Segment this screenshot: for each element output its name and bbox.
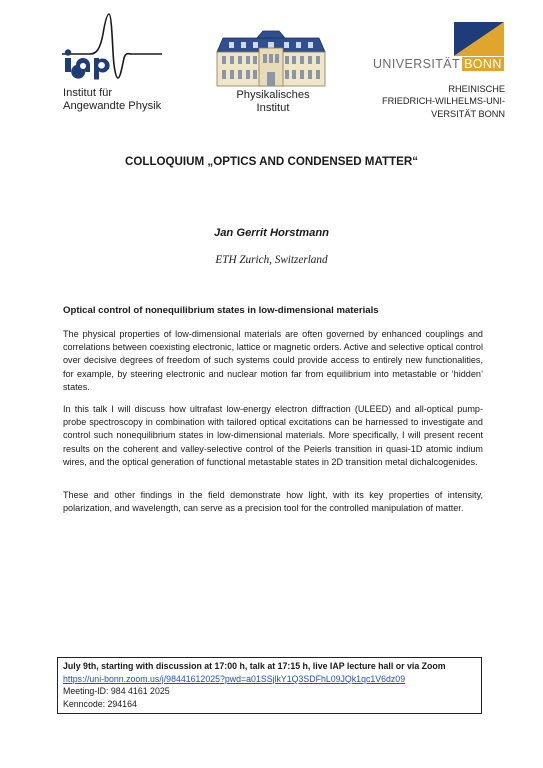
university-caption-line3: VERSITÄT BONN <box>431 108 505 119</box>
university-caption-line1: RHEINISCHE <box>448 84 505 94</box>
event-info-box <box>57 657 482 714</box>
iap-caption <box>63 87 161 112</box>
iap-caption-line2: Angewandte Physik <box>63 99 162 112</box>
event-schedule: July 9th, starting with discussion at 17:00 h, talk at 17:15 h, live IAP lecture hall or via Zoom <box>63 661 446 671</box>
colloquium-title: COLLOQUIUM „OPTICS AND CONDENSED MATTER“ <box>124 155 419 168</box>
abstract-paragraph-3: These and other findings in the field demonstrate how light, with its key properties of intensity, polarization, and wavelength, can serve as a precision tool for the controlled manipulation of matter. <box>63 490 483 514</box>
speaker-name: Jan Gerrit Horstmann <box>213 227 329 239</box>
speaker-affiliation: ETH Zurich, Switzerland <box>215 254 328 266</box>
physics-institute-caption-line1: Physikalisches <box>236 89 310 101</box>
zoom-link[interactable]: https://uni-bonn.zoom.us/j/98441612025?pwd=a01SSjlkY1Q3SDFhL09JQk1qc1V6dz09 <box>63 673 406 684</box>
university-bonn-logo-mark <box>454 22 504 56</box>
building-illustration <box>213 30 329 88</box>
university-caption-line2: FRIEDRICH-WILHELMS-UNI- <box>381 96 505 107</box>
university-caption <box>305 83 505 120</box>
wordmark-universitaet: UNIVERSITÄT <box>373 57 461 71</box>
kenncode: Kenncode: 294164 <box>63 698 137 709</box>
wordmark-bonn: BONN <box>464 57 502 71</box>
iap-logo <box>62 12 162 82</box>
talk-title: Optical control of nonequilibrium states in low-dimensional materials <box>63 305 379 316</box>
iap-mark-text: iap <box>62 12 64 13</box>
meeting-id: Meeting-ID: 984 4161 2025 <box>63 686 170 697</box>
physics-institute-caption-line2: Institut <box>256 101 290 114</box>
abstract-paragraph-1: The physical properties of low-dimensional materials are often governed by enhanced couplings and correlations between coexisting electronic, lattice or magnetic orders. Active and selective optical control over decisive degrees of freedom of such systems could provide access to entirely new functionalities, for example, by steering electronic and nuclear motion far from equilibrium into metastable or ‘hidden’ states. <box>63 329 483 392</box>
university-bonn-wordmark <box>373 57 504 73</box>
iap-caption-line1: Institut für <box>63 87 113 99</box>
abstract-paragraph-2: In this talk I will discuss how ultrafast low-energy electron diffraction (ULEED) and all-optical pump-probe spectroscopy in combination with tailored optical excitations can be harnessed to investigate and control such nonequilibrium states in low-dimensional materials. More specifically, I will present recent results on the coherent and valley-selective control of the Peierls transition in quasi-1D atomic indium wires, and the optical generation of functional metastable states in 2D transition metal dichalcogenides. <box>63 404 483 467</box>
